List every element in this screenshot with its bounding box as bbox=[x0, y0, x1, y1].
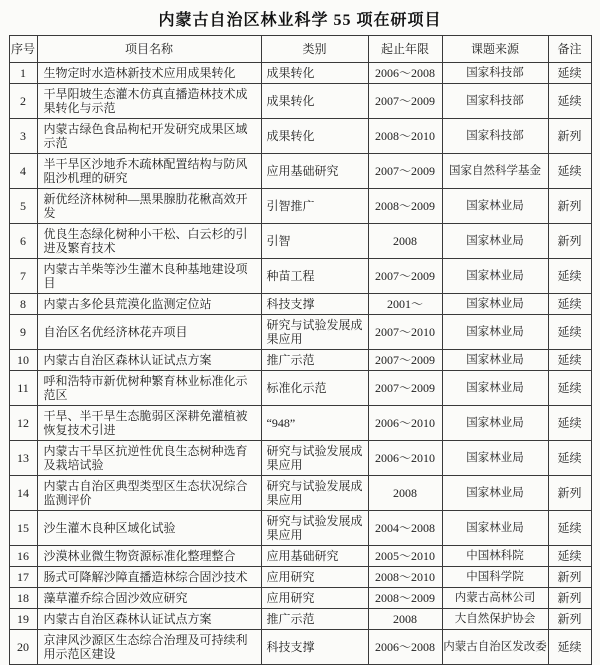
category-cell: 推广示范 bbox=[261, 609, 368, 630]
project-name-cell: 肠式可降解沙障直播造林综合固沙技术 bbox=[37, 567, 261, 588]
project-name-cell: 优良生态绿化树种小干松、白云杉的引进及繁育技术 bbox=[37, 224, 261, 259]
source-cell: 中国林科院 bbox=[442, 546, 548, 567]
category-cell: 研究与试验发展成果应用 bbox=[261, 441, 368, 476]
source-cell: 国家林业局 bbox=[442, 476, 548, 511]
note-cell: 新列 bbox=[548, 119, 591, 154]
header-cell-years: 起止年限 bbox=[368, 36, 442, 63]
years-cell: 2008～2010 bbox=[368, 567, 442, 588]
years-cell: 2007～2009 bbox=[368, 154, 442, 189]
source-cell: 国家林业局 bbox=[442, 294, 548, 315]
row-number-cell: 7 bbox=[9, 259, 37, 294]
row-number-cell: 9 bbox=[9, 315, 37, 350]
row-number-cell: 14 bbox=[9, 476, 37, 511]
years-cell: 2007～2010 bbox=[368, 315, 442, 350]
row-number-cell: 20 bbox=[9, 630, 37, 665]
project-name-cell: 干旱阳坡生态灌木仿真直播造林技术成果转化与示范 bbox=[37, 84, 261, 119]
note-cell: 延续 bbox=[548, 546, 591, 567]
note-cell: 延续 bbox=[548, 371, 591, 406]
page-title: 内蒙古自治区林业科学 55 项在研项目 bbox=[158, 12, 442, 29]
category-cell: 应用研究 bbox=[261, 567, 368, 588]
category-cell: “948” bbox=[261, 406, 368, 441]
years-cell: 2008～2010 bbox=[368, 119, 442, 154]
source-cell: 国家林业局 bbox=[442, 371, 548, 406]
years-cell: 2006～2010 bbox=[368, 441, 442, 476]
years-cell: 2008 bbox=[368, 609, 442, 630]
row-number-cell: 1 bbox=[9, 63, 37, 84]
years-cell: 2007～2009 bbox=[368, 371, 442, 406]
category-cell: 科技支撑 bbox=[261, 630, 368, 665]
project-name-cell: 沙生灌木良种区域化试验 bbox=[37, 511, 261, 546]
source-cell: 国家林业局 bbox=[442, 189, 548, 224]
years-cell: 2008 bbox=[368, 476, 442, 511]
note-cell: 新列 bbox=[548, 609, 591, 630]
project-name-cell: 沙漠林业微生物资源标准化整理整合 bbox=[37, 546, 261, 567]
project-name-cell: 内蒙古干旱区抗逆性优良生态树种选育及栽培试验 bbox=[37, 441, 261, 476]
source-cell: 国家科技部 bbox=[442, 119, 548, 154]
category-cell: 引智推广 bbox=[261, 189, 368, 224]
project-name-cell: 藻草灌乔综合固沙效应研究 bbox=[37, 588, 261, 609]
project-name-cell: 内蒙古自治区森林认证试点方案 bbox=[37, 609, 261, 630]
header-cell-note: 备注 bbox=[548, 36, 591, 63]
project-name-cell: 内蒙古多伦县荒漠化监测定位站 bbox=[37, 294, 261, 315]
table-row bbox=[9, 630, 591, 665]
table-row bbox=[9, 294, 591, 315]
table-row bbox=[9, 154, 591, 189]
source-cell: 国家林业局 bbox=[442, 441, 548, 476]
years-cell: 2007～2009 bbox=[368, 350, 442, 371]
row-number-cell: 19 bbox=[9, 609, 37, 630]
row-number-cell: 17 bbox=[9, 567, 37, 588]
table-row bbox=[9, 189, 591, 224]
note-cell: 延续 bbox=[548, 294, 591, 315]
project-name-cell: 内蒙古自治区森林认证试点方案 bbox=[37, 350, 261, 371]
note-cell: 延续 bbox=[548, 63, 591, 84]
source-cell: 内蒙古高林公司 bbox=[442, 588, 548, 609]
header-cell-name: 项目名称 bbox=[37, 36, 261, 63]
row-number-cell: 2 bbox=[9, 84, 37, 119]
note-cell: 延续 bbox=[548, 350, 591, 371]
row-number-cell: 8 bbox=[9, 294, 37, 315]
years-cell: 2008～2009 bbox=[368, 189, 442, 224]
row-number-cell: 12 bbox=[9, 406, 37, 441]
projects-table bbox=[9, 35, 592, 665]
row-number-cell: 5 bbox=[9, 189, 37, 224]
table-row bbox=[9, 546, 591, 567]
years-cell: 2001～ bbox=[368, 294, 442, 315]
source-cell: 国家自然科学基金 bbox=[442, 154, 548, 189]
project-name-cell: 内蒙古羊柴等沙生灌木良种基地建设项目 bbox=[37, 259, 261, 294]
project-name-cell: 呼和浩特市新优树种繁育林业标准化示范区 bbox=[37, 371, 261, 406]
header-cell-category: 类别 bbox=[261, 36, 368, 63]
table-row bbox=[9, 609, 591, 630]
table-row bbox=[9, 259, 591, 294]
note-cell: 延续 bbox=[548, 406, 591, 441]
row-number-cell: 3 bbox=[9, 119, 37, 154]
header-row bbox=[9, 36, 591, 63]
source-cell: 国家科技部 bbox=[442, 84, 548, 119]
years-cell: 2005～2010 bbox=[368, 546, 442, 567]
row-number-cell: 10 bbox=[9, 350, 37, 371]
row-number-cell: 15 bbox=[9, 511, 37, 546]
source-cell: 国家林业局 bbox=[442, 511, 548, 546]
source-cell: 中国科学院 bbox=[442, 567, 548, 588]
category-cell: 应用研究 bbox=[261, 588, 368, 609]
table-row bbox=[9, 567, 591, 588]
category-cell: 推广示范 bbox=[261, 350, 368, 371]
years-cell: 2007～2009 bbox=[368, 259, 442, 294]
project-name-cell: 半干旱区沙地乔木疏林配置结构与防风阻沙机理的研究 bbox=[37, 154, 261, 189]
note-cell: 延续 bbox=[548, 259, 591, 294]
row-number-cell: 13 bbox=[9, 441, 37, 476]
table-header bbox=[9, 36, 591, 63]
category-cell: 标准化示范 bbox=[261, 371, 368, 406]
project-name-cell: 生物定时水造林新技术应用成果转化 bbox=[37, 63, 261, 84]
category-cell: 应用基础研究 bbox=[261, 154, 368, 189]
project-name-cell: 新优经济林树种—黑果腺肋花楸高效开发 bbox=[37, 189, 261, 224]
category-cell: 研究与试验发展成果应用 bbox=[261, 476, 368, 511]
table-row bbox=[9, 476, 591, 511]
header-cell-no: 序号 bbox=[9, 36, 37, 63]
category-cell: 应用基础研究 bbox=[261, 546, 368, 567]
table-row bbox=[9, 350, 591, 371]
source-cell: 国家林业局 bbox=[442, 224, 548, 259]
row-number-cell: 11 bbox=[9, 371, 37, 406]
years-cell: 2006～2008 bbox=[368, 63, 442, 84]
years-cell: 2006～2010 bbox=[368, 406, 442, 441]
note-cell: 新列 bbox=[548, 476, 591, 511]
header-cell-source: 课题来源 bbox=[442, 36, 548, 63]
source-cell: 大自然保护协会 bbox=[442, 609, 548, 630]
years-cell: 2004～2008 bbox=[368, 511, 442, 546]
note-cell: 延续 bbox=[548, 315, 591, 350]
note-cell: 延续 bbox=[548, 84, 591, 119]
note-cell: 新列 bbox=[548, 189, 591, 224]
row-number-cell: 6 bbox=[9, 224, 37, 259]
category-cell: 科技支撑 bbox=[261, 294, 368, 315]
category-cell: 种苗工程 bbox=[261, 259, 368, 294]
table-row bbox=[9, 63, 591, 84]
years-cell: 2008 bbox=[368, 224, 442, 259]
table-row bbox=[9, 406, 591, 441]
source-cell: 国家林业局 bbox=[442, 350, 548, 371]
note-cell: 延续 bbox=[548, 511, 591, 546]
category-cell: 成果转化 bbox=[261, 84, 368, 119]
table-row bbox=[9, 441, 591, 476]
table-row bbox=[9, 511, 591, 546]
table-row bbox=[9, 84, 591, 119]
project-name-cell: 内蒙古绿色食品枸杞开发研究成果区域示范 bbox=[37, 119, 261, 154]
table-row bbox=[9, 224, 591, 259]
category-cell: 成果转化 bbox=[261, 119, 368, 154]
note-cell: 延续 bbox=[548, 630, 591, 665]
project-name-cell: 京津风沙源区生态综合治理及可持续利用示范区建设 bbox=[37, 630, 261, 665]
note-cell: 延续 bbox=[548, 154, 591, 189]
years-cell: 2007～2009 bbox=[368, 84, 442, 119]
project-name-cell: 内蒙古自治区典型类型区生态状况综合监测评价 bbox=[37, 476, 261, 511]
note-cell: 新列 bbox=[548, 588, 591, 609]
table-row bbox=[9, 588, 591, 609]
row-number-cell: 18 bbox=[9, 588, 37, 609]
source-cell: 国家林业局 bbox=[442, 315, 548, 350]
row-number-cell: 16 bbox=[9, 546, 37, 567]
document-page bbox=[0, 7, 600, 661]
category-cell: 引智 bbox=[261, 224, 368, 259]
table-body bbox=[9, 63, 591, 665]
source-cell: 国家科技部 bbox=[442, 63, 548, 84]
note-cell: 延续 bbox=[548, 441, 591, 476]
table-row bbox=[9, 371, 591, 406]
table-row bbox=[9, 315, 591, 350]
note-cell: 新列 bbox=[548, 567, 591, 588]
project-name-cell: 自治区名优经济林花卉项目 bbox=[37, 315, 261, 350]
category-cell: 研究与试验发展成果应用 bbox=[261, 315, 368, 350]
category-cell: 研究与试验发展成果应用 bbox=[261, 511, 368, 546]
row-number-cell: 4 bbox=[9, 154, 37, 189]
note-cell: 新列 bbox=[548, 224, 591, 259]
project-name-cell: 干旱、半干旱生态脆弱区深耕免灌植被恢复技术引进 bbox=[37, 406, 261, 441]
source-cell: 国家林业局 bbox=[442, 406, 548, 441]
category-cell: 成果转化 bbox=[261, 63, 368, 84]
years-cell: 2006～2008 bbox=[368, 630, 442, 665]
source-cell: 内蒙古自治区发改委 bbox=[442, 630, 548, 665]
table-row bbox=[9, 119, 591, 154]
source-cell: 国家林业局 bbox=[442, 259, 548, 294]
years-cell: 2008～2009 bbox=[368, 588, 442, 609]
